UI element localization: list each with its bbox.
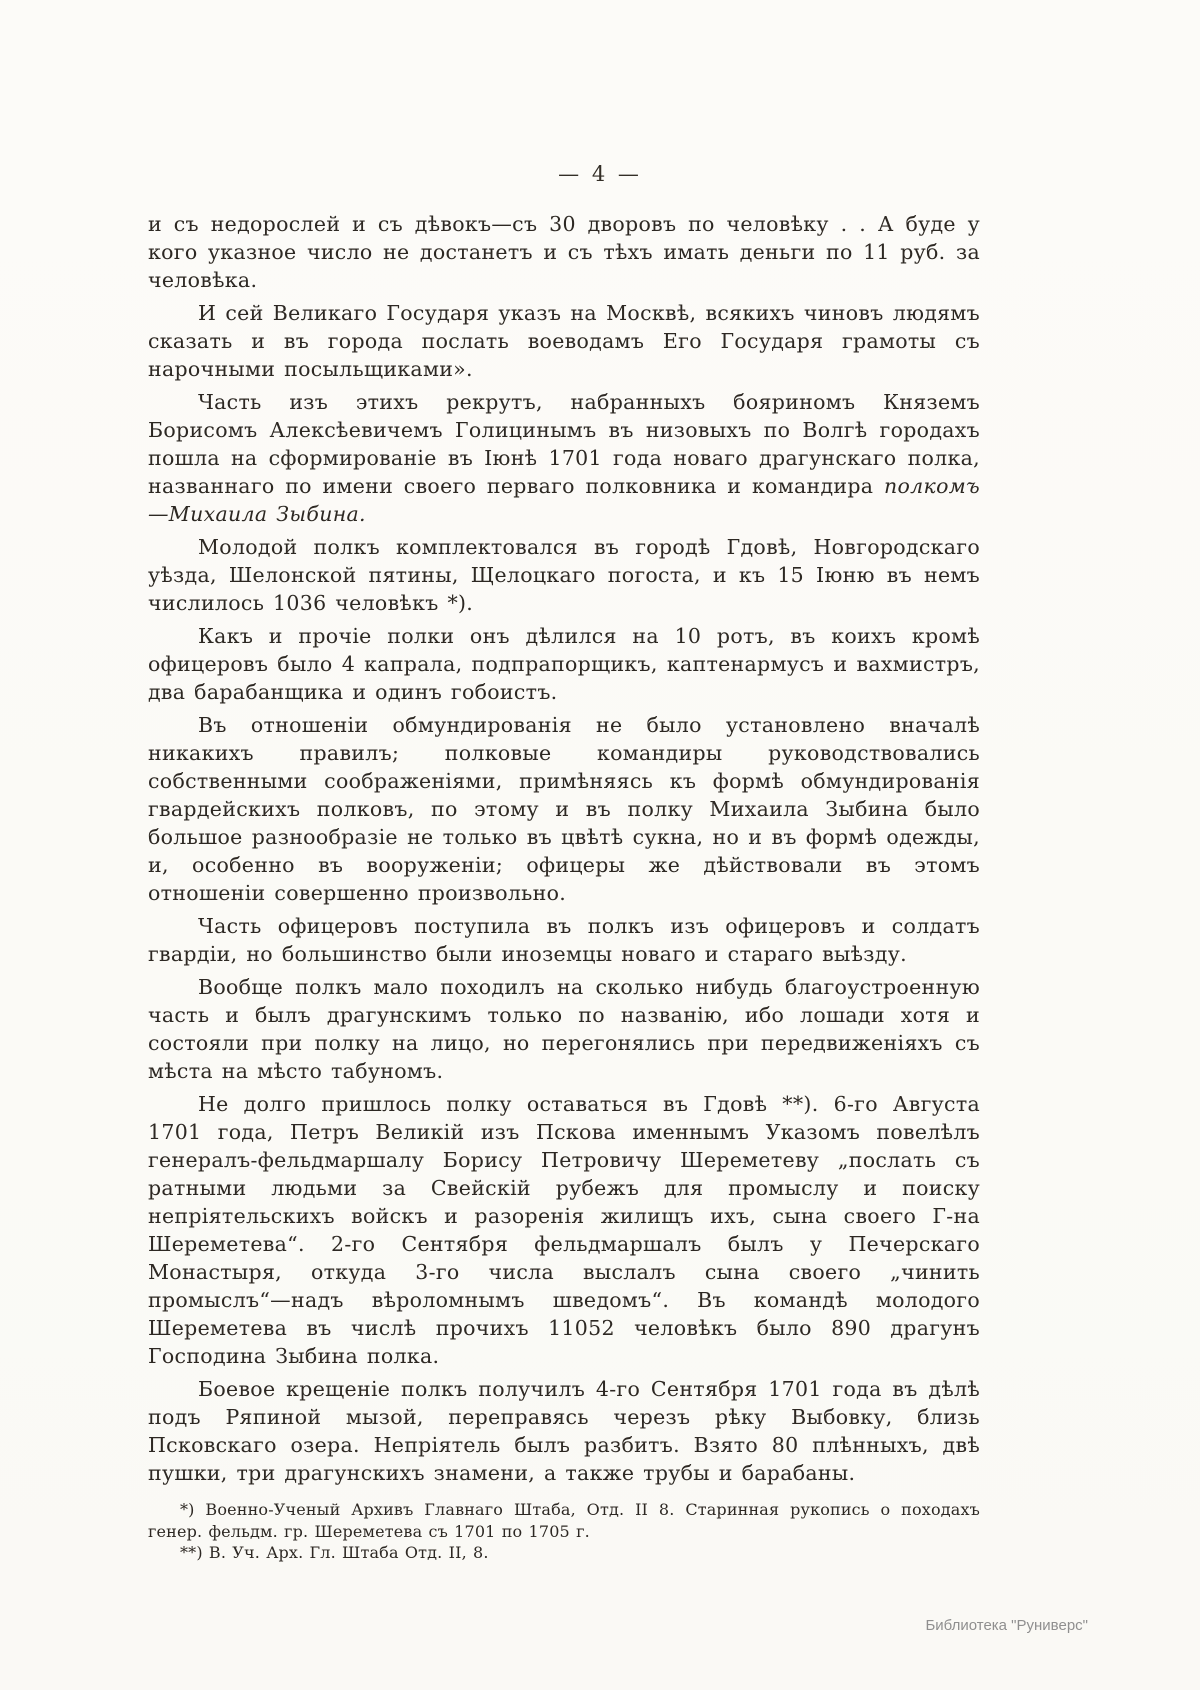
text-run: Въ отношеніи обмундированія не было установлено вначалѣ никакихъ правилъ; полковые командиры руководствовались собственными соображеніями, примѣняясь къ формѣ обмундированія гвардейскихъ полковъ, по этому и въ полку Михаила Зыбина было большое разнообразіе не только въ цвѣтѣ сукна, но и въ формѣ одежды, и, особенно въ вооруженіи; офицеры же дѣйствовали въ этомъ отношеніи совершенно произвольно. (148, 713, 980, 905)
footnote: **) В. Уч. Арх. Гл. Штаба Отд. II, 8. (180, 1543, 489, 1562)
paragraph (148, 711, 980, 907)
paragraph (148, 973, 980, 1085)
text-run: Какъ и прочіе полки онъ дѣлился на 10 ротъ, въ коихъ кромѣ офицеровъ было 4 капрала, подпрапорщикъ, каптенармусъ и вахмистръ, два барабанщика и одинъ гобоистъ. (148, 624, 980, 704)
paragraphs-container (148, 210, 980, 1487)
italic-text-run: полкомъ—Михаила Зыбина. (148, 474, 980, 526)
text-run: Часть изъ этихъ рекрутъ, набранныхъ бояриномъ Княземъ Борисомъ Алексѣевичемъ Голицинымъ въ низовыхъ по Волгѣ городахъ пошла на сформированіе въ Іюнѣ 1701 года новаго драгунскаго полка, названнаго по имени своего перваго полковника и командира (148, 390, 980, 498)
text-run: И сей Великаго Государя указъ на Москвѣ, всякихъ чиновъ людямъ сказать и въ города послать воеводамъ Его Государя грамоты съ нарочными посыльщиками». (148, 301, 980, 381)
body-text (148, 210, 980, 1564)
text-run: Не долго пришлось полку оставаться въ Гдовѣ **). 6-го Августа 1701 года, Петръ Великій изъ Пскова именнымъ Указомъ повелѣлъ генералъ-фельдмаршалу Борису Петровичу Шереметеву „послать съ ратными людьми за Свейскій рубежъ для промыслу и поиску непріятельскихъ войскъ и разоренія жилищъ ихъ, сына своего Г-на Шереметева“. 2-го Сентября фельдмаршалъ былъ у Печерскаго Монастыря, откуда 3-го числа выслалъ сына своего „чинить промыслъ“—надъ вѣроломнымъ шведомъ“. Въ командѣ молодого Шереметева въ числѣ прочихъ 11052 человѣкъ было 890 драгунъ Господина Зыбина полка. (148, 1092, 980, 1368)
paragraph (148, 210, 980, 294)
paragraph (148, 299, 980, 383)
text-run: Часть офицеровъ поступила въ полкъ изъ офицеровъ и солдатъ гвардіи, но большинство были иноземцы новаго и стараго выѣзду. (148, 914, 980, 966)
paragraph (148, 533, 980, 617)
page-number: — 4 — (558, 162, 642, 186)
paragraph (148, 622, 980, 706)
text-run: Боевое крещеніе полкъ получилъ 4-го Сентября 1701 года въ дѣлѣ подъ Ряпиной мызой, переправясь черезъ рѣку Выбовку, близь Псковскаго озера. Непріятель былъ разбитъ. Взято 80 плѣнныхъ, двѣ пушки, три драгунскихъ знамени, а также трубы и барабаны. (148, 1377, 980, 1485)
footnote: *) Военно-Ученый Архивъ Главнаго Штаба, Отд. II 8. Старинная рукопись о походахъ генер. фельдм. гр. Шереметева съ 1701 по 1705 г. (148, 1500, 980, 1541)
paragraph (148, 912, 980, 968)
footnotes (148, 1499, 980, 1564)
paragraph (148, 1375, 980, 1487)
text-run: и съ недорослей и съ дѣвокъ—съ 30 дворовъ по человѣку . . А буде у кого указное число не достанетъ и съ тѣхъ имать деньги по 11 руб. за человѣка. (148, 212, 980, 292)
paragraph (148, 1090, 980, 1370)
text-run: Вообще полкъ мало походилъ на сколько нибудь благоустроенную часть и былъ драгунскимъ только по названію, ибо лошади хотя и состояли при полку на лицо, но перегонялись при передвиженіяхъ съ мѣста на мѣсто табуномъ. (148, 975, 980, 1083)
text-run: Молодой полкъ комплектовался въ городѣ Гдовѣ, Новгородскаго уѣзда, Шелонской пятины, Щелоцкаго погоста, и къ 15 Іюню въ немъ числилось 1036 человѣкъ *). (148, 535, 980, 615)
paragraph (148, 388, 980, 528)
library-watermark: Библиотека "Руниверс" (925, 1617, 1088, 1634)
